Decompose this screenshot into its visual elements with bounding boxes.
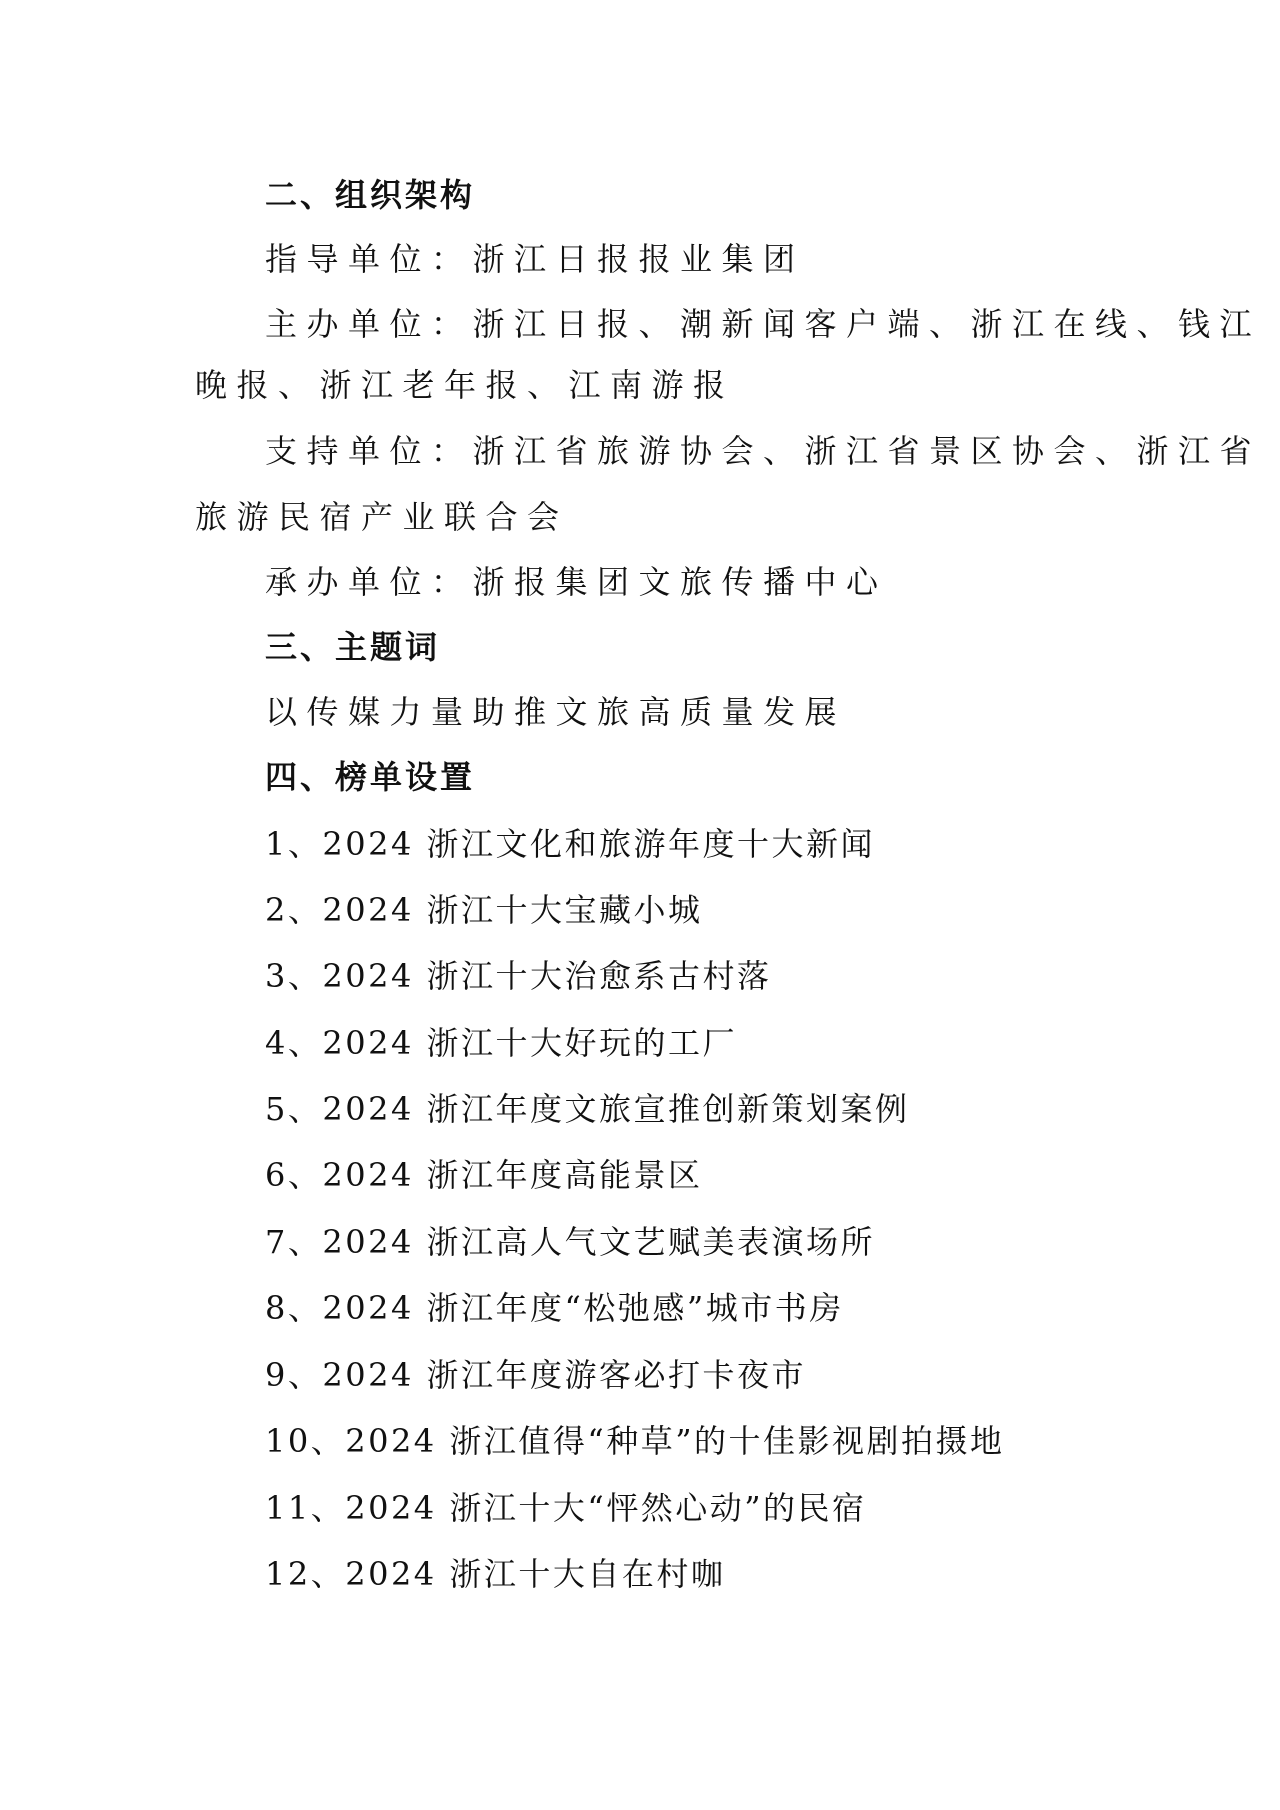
support-unit-line-2: 旅游民宿产业联合会: [195, 498, 569, 536]
ranking-item: 1、2024 浙江文化和旅游年度十大新闻: [265, 825, 875, 863]
section-heading-organization: 二、组织架构: [265, 176, 476, 214]
host-unit-line-2: 晚报、浙江老年报、江南游报: [195, 366, 735, 404]
ranking-item: 10、2024 浙江值得“种草”的十佳影视剧拍摄地: [265, 1422, 1005, 1460]
theme-text: 以传媒力量助推文旅高质量发展: [265, 693, 847, 731]
ranking-item: 3、2024 浙江十大治愈系古村落: [265, 957, 772, 995]
ranking-item: 6、2024 浙江年度高能景区: [265, 1156, 703, 1194]
ranking-item: 8、2024 浙江年度“松弛感”城市书房: [265, 1289, 844, 1327]
section-heading-theme: 三、主题词: [265, 628, 441, 666]
host-unit-line-1: 主办单位：浙江日报、潮新闻客户端、浙江在线、钱江: [265, 305, 1262, 343]
organizer-unit-line: 承办单位：浙报集团文旅传播中心: [265, 563, 888, 601]
ranking-item: 4、2024 浙江十大好玩的工厂: [265, 1024, 737, 1062]
ranking-item: 12、2024 浙江十大自在村咖: [265, 1555, 726, 1593]
ranking-item: 9、2024 浙江年度游客必打卡夜市: [265, 1356, 806, 1394]
ranking-item: 7、2024 浙江高人气文艺赋美表演场所: [265, 1223, 875, 1261]
ranking-item: 2、2024 浙江十大宝藏小城: [265, 891, 703, 929]
support-unit-line-1: 支持单位：浙江省旅游协会、浙江省景区协会、浙江省: [265, 432, 1262, 470]
ranking-item: 11、2024 浙江十大“怦然心动”的民宿: [265, 1489, 867, 1527]
guide-unit-line: 指导单位：浙江日报报业集团: [265, 240, 805, 278]
section-heading-rankings: 四、榜单设置: [265, 758, 476, 796]
ranking-item: 5、2024 浙江年度文旅宣推创新策划案例: [265, 1090, 910, 1128]
